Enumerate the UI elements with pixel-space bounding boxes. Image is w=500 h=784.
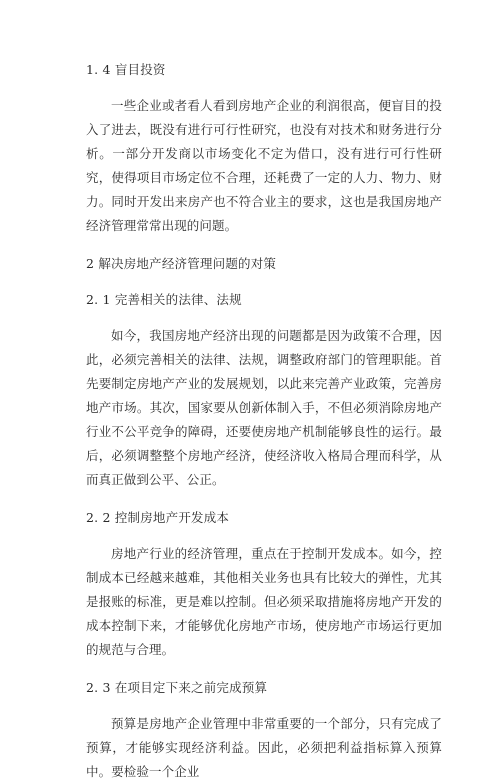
paragraph-cost-control: 房地产行业的经济管理，重点在于控制开发成本。如今，控制成本已经越来越难，其他相关业务也具有比较大的弹性，尤其是报账的标准，更是难以控制。但必须采取措施将房地产开发的成本控制下来，才能够优化房地产市场，使房地产市场运行更加的规范与合理。 [86, 546, 442, 657]
spacer [86, 530, 442, 542]
spacer [86, 492, 442, 506]
spacer [86, 312, 442, 324]
section-heading-2-3: 2. 3 在项目定下来之前完成预算 [86, 680, 268, 695]
section-heading-2-1: 2. 1 完善相关的法律、法规 [86, 292, 242, 307]
section-heading-2: 2 解决房地产经济管理问题的对策 [86, 256, 277, 271]
spacer [86, 700, 442, 712]
section-heading-2-2: 2. 2 控制房地产开发成本 [86, 510, 230, 525]
spacer [86, 82, 442, 94]
spacer [86, 662, 442, 676]
spacer [86, 276, 442, 288]
paragraph-laws-regulations: 如今，我国房地产经济出现的问题都是因为政策不合理，因此，必须完善相关的法律、法规，调整政府部门的管理职能。首先要制定房地产产业的发展规划，以此来完善产业政策，完善房地产市场。其次，国家要从创新体制入手，不但必须消除房地产行业不公平竞争的障碍，还要使房地产机制能够良性的运行。最后，必须调整整个房地产经济，使经济收入格局合理而科学，从而真正做到公平、公正。 [86, 328, 442, 487]
paragraph-budget: 预算是房地产企业管理中非常重要的一个部分，只有完成了预算，才能够实现经济利益。因此，必须把利益指标算入预算中。要检验一个企业 [86, 716, 442, 779]
paragraph-blind-investment: 一些企业或者看人看到房地产企业的利润很高，便盲目的投入了进去，既没有进行可行性研究，也没有对技术和财务进行分析。一部分开发商以市场变化不定为借口，没有进行可行性研究，使得项目市场定位不合理，还耗费了一定的人力、物力、财力。同时开发出来房产也不符合业主的要求，这也是我国房地产经济管理常常出现的问题。 [86, 98, 442, 233]
section-heading-1-4: 1. 4 盲目投资 [86, 62, 166, 77]
spacer [86, 238, 442, 252]
document-body [86, 58, 442, 784]
